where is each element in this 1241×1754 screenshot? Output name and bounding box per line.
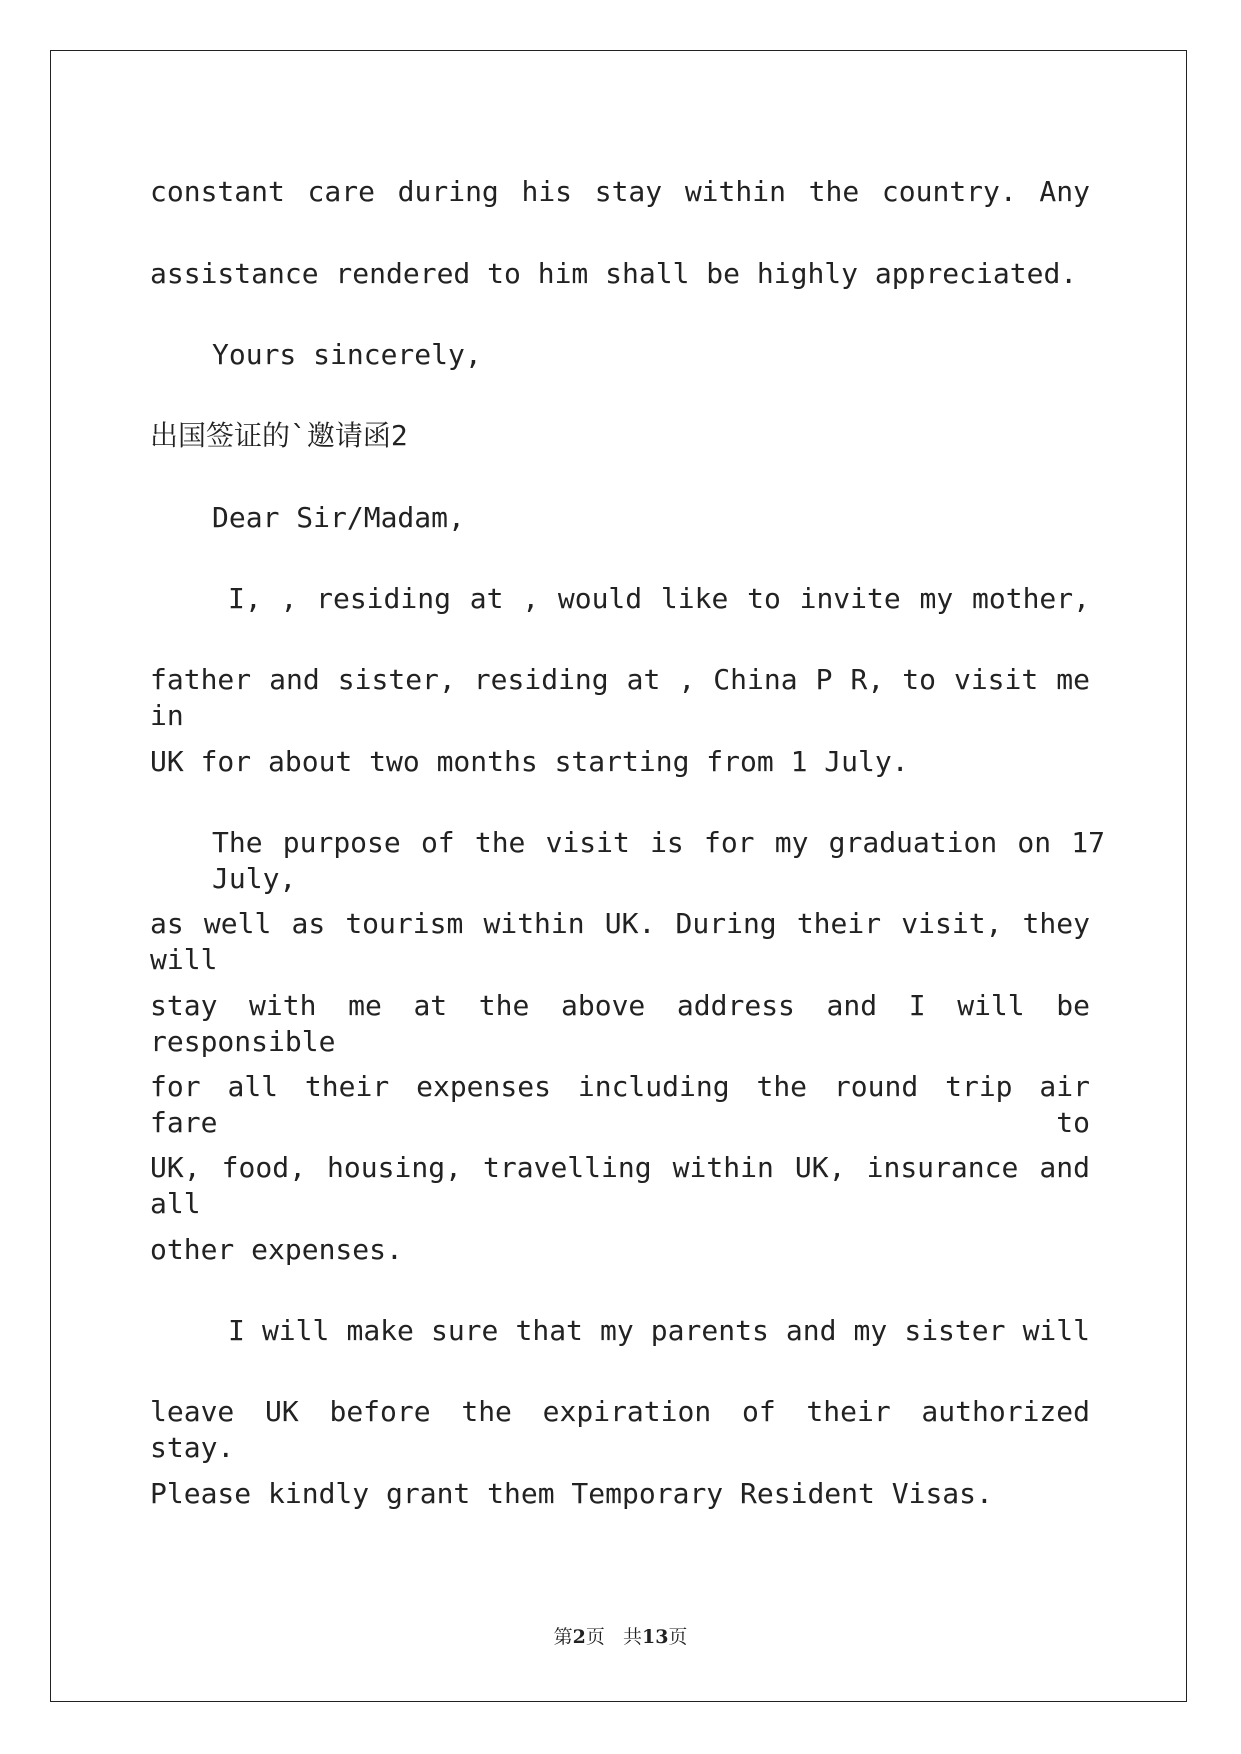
footer-total-prefix: 共 <box>622 1626 642 1648</box>
text-line: I will make sure that my parents and my sister will <box>228 1314 1090 1347</box>
text-line: other expenses. <box>150 1233 403 1266</box>
page-footer <box>0 1625 1241 1649</box>
text-line: Please kindly grant them Temporary Resident Visas. <box>150 1477 993 1510</box>
text-line: UK, food, housing, travelling within UK, insurance and all <box>150 1151 1090 1220</box>
footer-page-suffix: 页 <box>585 1626 605 1648</box>
section-heading: 出国签证的`邀请函2 <box>150 419 408 452</box>
text-line: The purpose of the visit is for my graduation on 17 July, <box>212 826 1105 895</box>
text-line: leave UK before the expiration of their authorized stay. <box>150 1395 1090 1464</box>
text-line: stay with me at the above address and I will be responsible <box>150 989 1090 1058</box>
text-line: constant care during his stay within the country. Any <box>150 175 1090 208</box>
text-line: as well as tourism within UK. During their visit, they will <box>150 907 1090 976</box>
text-line: UK for about two months starting from 1 July. <box>150 745 909 778</box>
closing-line: Yours sincerely, <box>212 338 482 371</box>
footer-page-number: 2 <box>572 1626 586 1648</box>
text-line: assistance rendered to him shall be highly appreciated. <box>150 257 1078 290</box>
footer-total-pages: 13 <box>641 1626 669 1648</box>
footer-total-suffix: 页 <box>668 1626 688 1648</box>
footer-prefix: 第 <box>553 1626 573 1648</box>
text-line: father and sister, residing at , China P R, to visit me in <box>150 663 1090 732</box>
text-line: I, , residing at , would like to invite my mother, <box>228 582 1090 615</box>
text-line: for all their expenses including the round trip air fare to <box>150 1070 1090 1139</box>
salutation: Dear Sir/Madam, <box>212 501 465 534</box>
